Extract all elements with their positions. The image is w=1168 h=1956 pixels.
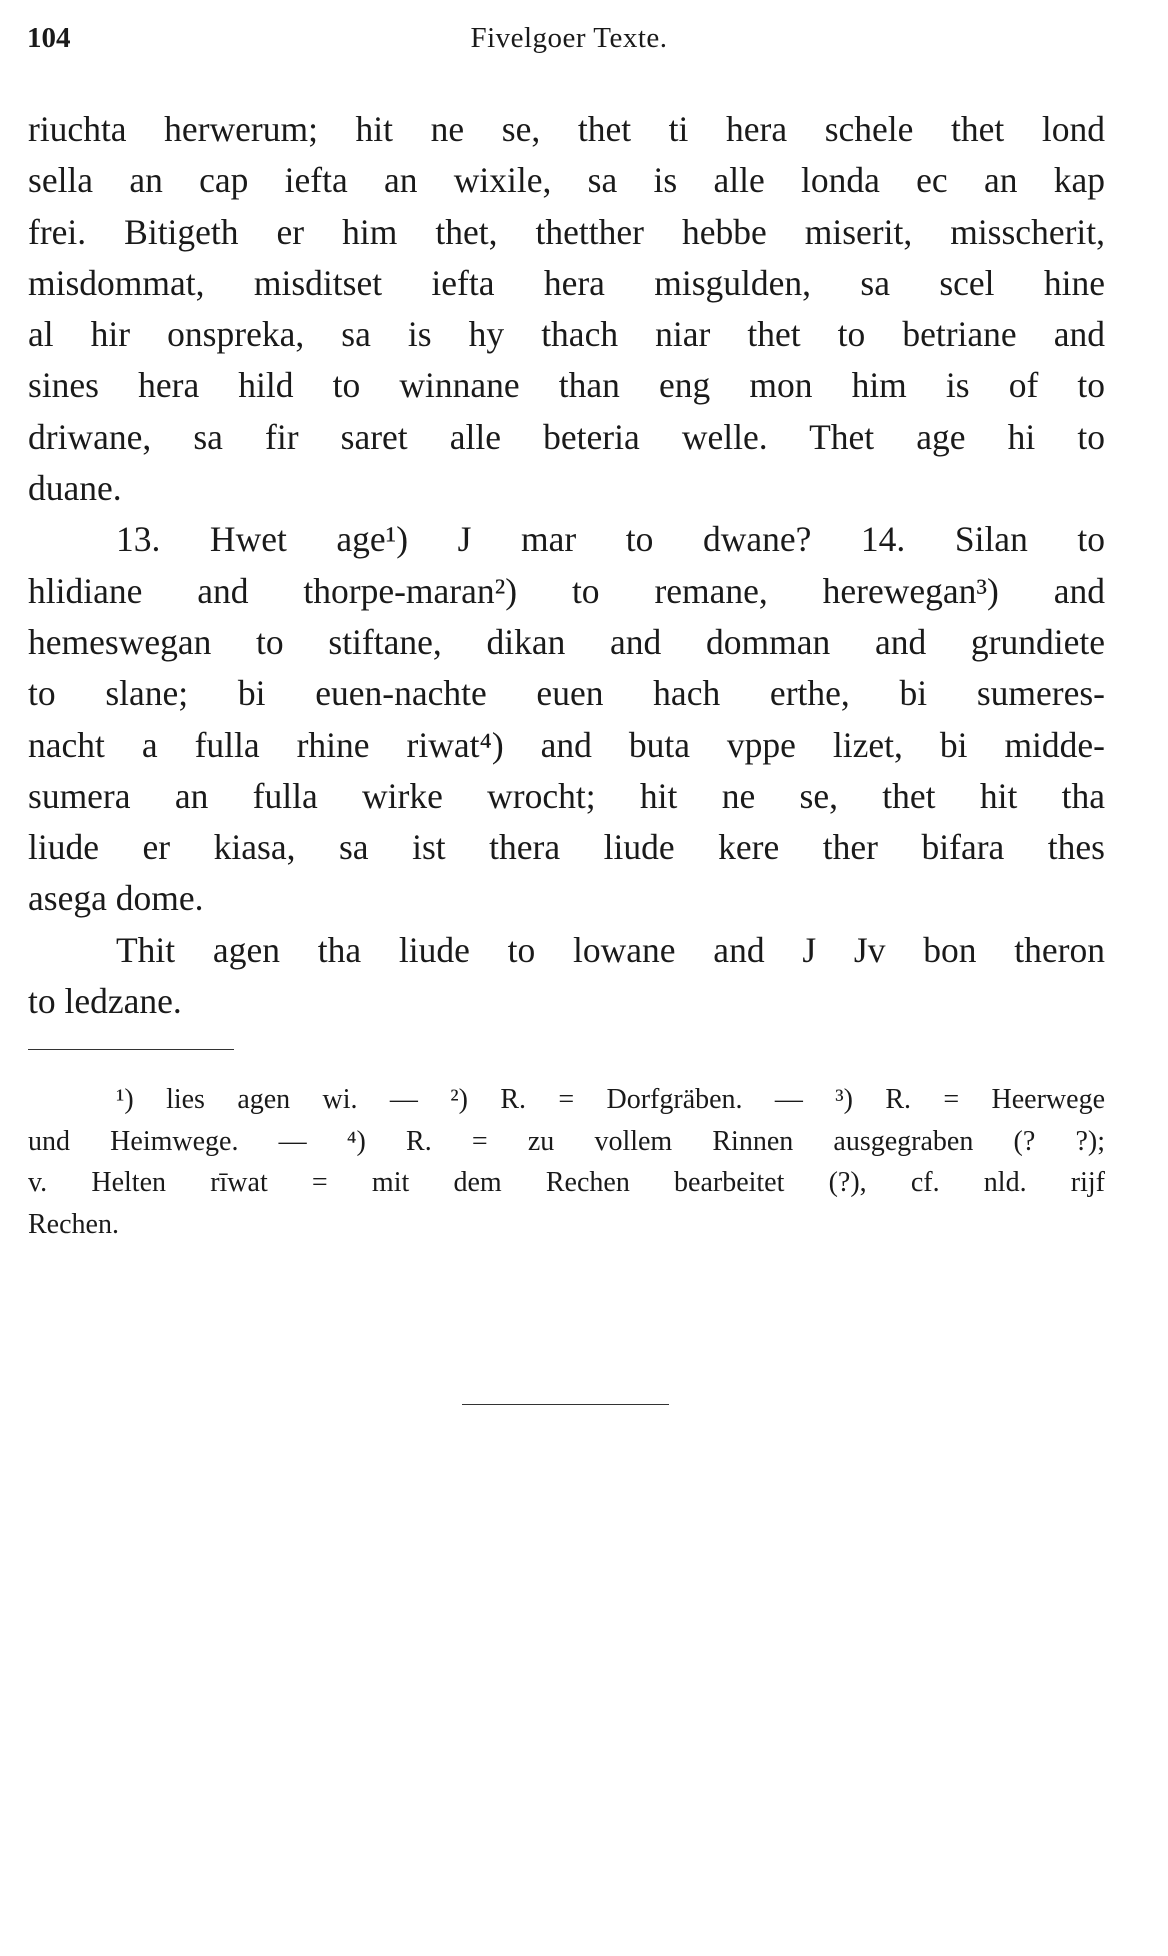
text-line: liude er kiasa, sa ist thera liude kere ther bifara thes	[28, 827, 1105, 868]
text-line: duane.	[28, 468, 122, 509]
text-line: Thit agen tha liude to lowane and J Jv bon theron	[116, 929, 1105, 970]
text-line: 13. Hwet age¹) J mar to dwane? 14. Silan to	[116, 519, 1105, 560]
text-line: hemeswegan to stiftane, dikan and domman and grundiete	[28, 621, 1105, 662]
footnote-line: ¹) lies agen wi. — ²) R. = Dorfgräben. — ³) R. = Heerwege	[116, 1084, 1105, 1115]
body-text	[28, 104, 1105, 1027]
text-line: misdommat, misditset iefta hera misgulden, sa scel hine	[28, 262, 1105, 303]
text-line: frei. Bitigeth er him thet, thetther hebbe miserit, misscherit,	[28, 211, 1105, 252]
footnote-line: und Heimwege. — ⁴) R. = zu vollem Rinnen ausgegraben (? ?);	[28, 1125, 1105, 1157]
page-number: 104	[27, 22, 71, 54]
end-rule	[462, 1404, 669, 1405]
text-line: hlidiane and thorpe-maran²) to remane, herewegan³) and	[28, 570, 1105, 611]
text-line: nacht a fulla rhine riwat⁴) and buta vppe lizet, bi midde-	[28, 724, 1105, 765]
running-title: Fivelgoer Texte.	[470, 22, 668, 54]
footnotes	[28, 1079, 1105, 1245]
text-line: asega dome.	[28, 878, 204, 919]
footnote-line: Rechen.	[28, 1208, 119, 1240]
text-line: sines hera hild to winnane than eng mon him is of to	[28, 365, 1105, 406]
text-line: al hir onspreka, sa is hy thach niar thet to betriane and	[28, 314, 1105, 355]
text-line: riuchta herwerum; hit ne se, thet ti hera schele thet lond	[28, 109, 1105, 149]
footnote-separator-rule	[28, 1049, 234, 1050]
footnote-line: v. Helten rīwat = mit dem Rechen bearbeitet (?), cf. nld. rijf	[28, 1167, 1105, 1199]
text-line: sumera an fulla wirke wrocht; hit ne se, thet hit tha	[28, 775, 1105, 816]
text-line: to ledzane.	[28, 981, 182, 1022]
text-line: to slane; bi euen-nachte euen hach erthe, bi sumeres-	[28, 673, 1105, 714]
text-line: driwane, sa fir saret alle beteria welle. Thet age hi to	[28, 416, 1105, 457]
text-line: sella an cap iefta an wixile, sa is alle londa ec an kap	[28, 160, 1105, 201]
